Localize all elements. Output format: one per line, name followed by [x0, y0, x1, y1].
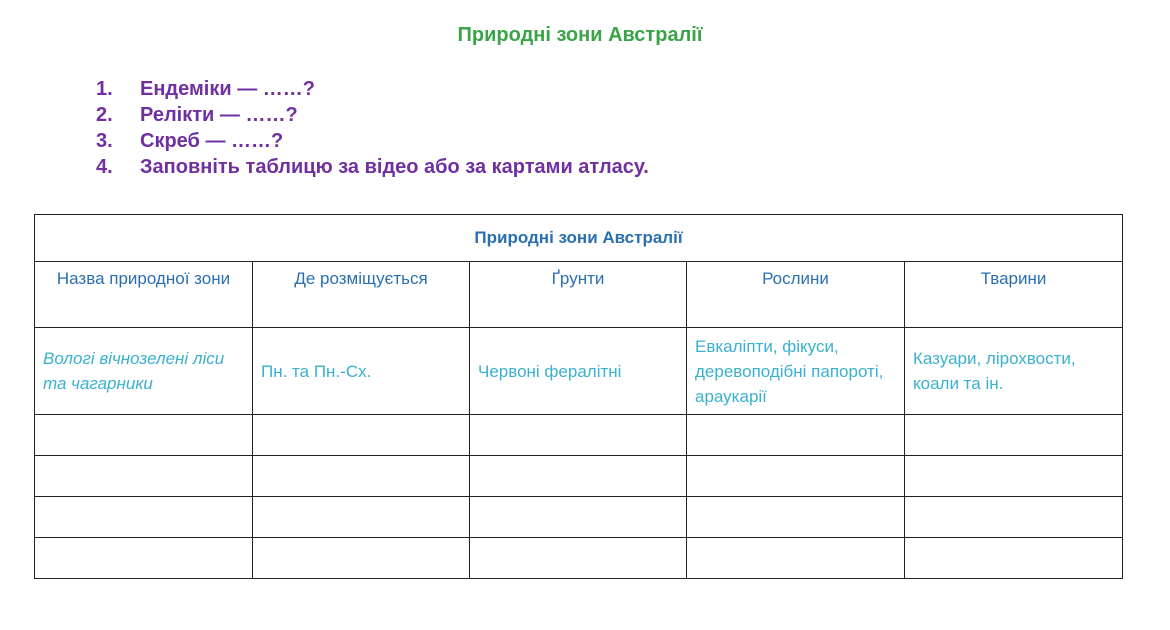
cell-animals[interactable] — [905, 456, 1123, 497]
cell-plants[interactable] — [687, 456, 905, 497]
cell-location[interactable] — [253, 456, 470, 497]
task-text: Ендеміки — ……? — [140, 78, 315, 100]
cell-animals[interactable] — [905, 538, 1123, 579]
table-caption-row — [35, 215, 1123, 262]
table-row — [35, 538, 1123, 579]
task-number: 3. — [96, 130, 113, 152]
cell-zone-name[interactable] — [35, 497, 253, 538]
task-item-3 — [96, 128, 649, 154]
cell-location[interactable] — [253, 538, 470, 579]
cell-plants[interactable] — [687, 415, 905, 456]
task-item-2 — [96, 102, 649, 128]
table-row — [35, 415, 1123, 456]
cell-location[interactable] — [253, 497, 470, 538]
task-item-1 — [96, 76, 649, 102]
natural-zones-table — [34, 214, 1123, 579]
cell-animals[interactable] — [905, 497, 1123, 538]
header-zone-name: Назва природної зони — [35, 262, 253, 328]
cell-soils[interactable] — [470, 415, 687, 456]
header-location: Де розміщується — [253, 262, 470, 328]
table-row — [35, 497, 1123, 538]
task-text: Релікти — ……? — [140, 104, 298, 126]
cell-plants[interactable]: Евкаліпти, фікуси, деревоподібні папороті, араукарії — [687, 328, 905, 415]
header-animals: Тварини — [905, 262, 1123, 328]
cell-animals[interactable] — [905, 415, 1123, 456]
header-plants: Рослини — [687, 262, 905, 328]
page-title: Природні зони Австралії — [457, 24, 703, 46]
cell-soils[interactable] — [470, 497, 687, 538]
cell-soils[interactable] — [470, 456, 687, 497]
cell-plants[interactable] — [687, 497, 905, 538]
task-text: Скреб — ……? — [140, 130, 284, 152]
cell-animals[interactable]: Казуари, лірохвости, коали та ін. — [905, 328, 1123, 415]
header-soils: Ґрунти — [470, 262, 687, 328]
task-text: Заповніть таблицю за відео або за картами атласу. — [140, 156, 649, 178]
task-number: 4. — [96, 156, 113, 178]
cell-zone-name[interactable] — [35, 538, 253, 579]
table-caption: Природні зони Австралії — [35, 215, 1123, 262]
table-row — [35, 456, 1123, 497]
task-list — [96, 76, 649, 180]
cell-soils[interactable]: Червоні фералітні — [470, 328, 687, 415]
table-header-row — [35, 262, 1123, 328]
cell-location[interactable]: Пн. та Пн.-Сх. — [253, 328, 470, 415]
cell-plants[interactable] — [687, 538, 905, 579]
table-row — [35, 328, 1123, 415]
task-number: 2. — [96, 104, 113, 126]
cell-soils[interactable] — [470, 538, 687, 579]
cell-zone-name[interactable] — [35, 415, 253, 456]
cell-location[interactable] — [253, 415, 470, 456]
task-number: 1. — [96, 78, 113, 100]
cell-zone-name[interactable] — [35, 456, 253, 497]
task-item-4 — [96, 154, 649, 180]
cell-zone-name[interactable]: Вологі вічнозелені ліси та чагарники — [35, 328, 253, 415]
